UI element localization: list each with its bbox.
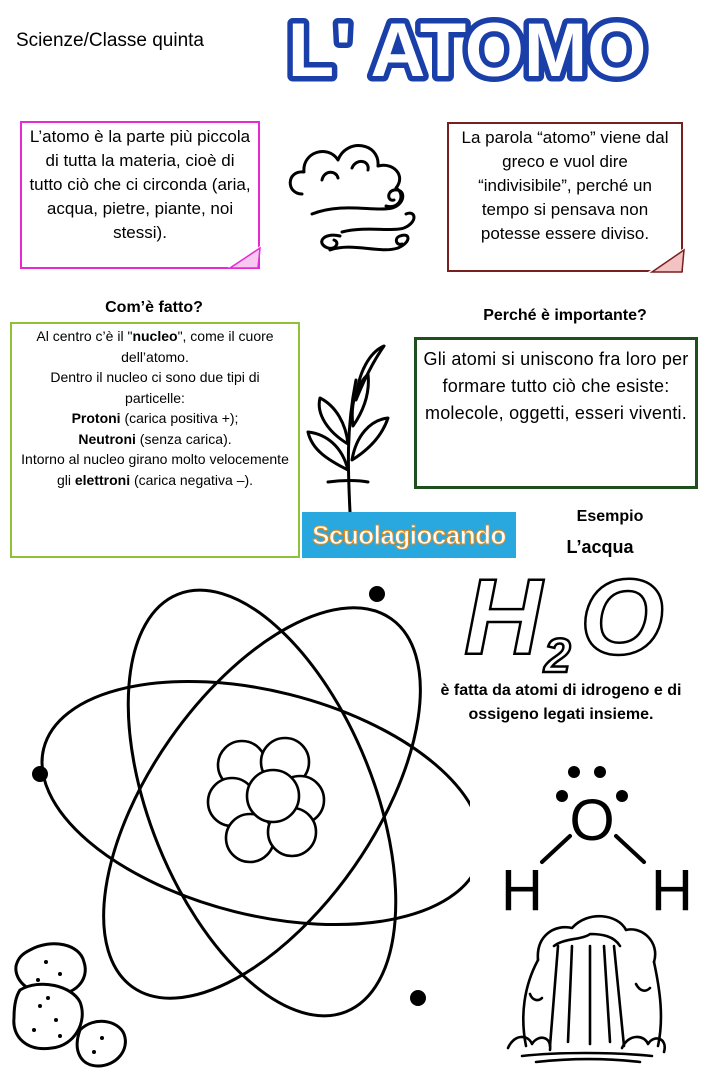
subject-label: Scienze/Classe quinta — [16, 30, 204, 51]
page-title — [262, 2, 672, 94]
definition-box — [20, 121, 260, 269]
page-title-text: L' ATOMO — [287, 8, 647, 93]
cloud-wind-icon — [282, 124, 432, 274]
electron — [369, 586, 385, 602]
formula-o: O — [580, 558, 665, 677]
structure-line-protons: Protoni (carica positiva +); — [71, 410, 239, 426]
stones-icon — [10, 940, 130, 1070]
definition-text: L’atomo è la parte più piccola di tutta la materia, cioè di tutto ciò che ci circonda (aria, acqua, pietre, piante, noi stessi). — [29, 127, 251, 242]
electron — [32, 766, 48, 782]
electron — [410, 990, 426, 1006]
plant-icon — [298, 340, 398, 512]
importance-box — [414, 337, 698, 489]
page-curl-icon — [648, 248, 686, 274]
structure-line-nucleus: Al centro c’è il "nucleo", come il cuore dell’atomo. — [36, 328, 274, 365]
structure-line-neutrons: Neutroni (senza carica). — [78, 430, 232, 447]
example-caption: è fatta da atomi di idrogeno e di ossigeno legati insieme. — [440, 682, 682, 723]
water-formula-icon — [460, 558, 680, 678]
structure-heading: Com’è fatto? — [105, 299, 203, 316]
structure-line-electrons: Intorno al nucleo girano molto velocemente gli elettroni (carica negativa –). — [21, 451, 289, 488]
importance-text: Gli atomi si uniscono fra loro per formare tutto ciò che esiste: molecole, oggetti, esseri viventi. — [423, 349, 689, 423]
nucleus — [208, 738, 324, 862]
structure-line-particles: Dentro il nucleo ci sono due tipi di particelle: — [50, 369, 260, 406]
example-subject: L’acqua — [566, 537, 634, 557]
page-curl-icon — [228, 246, 262, 270]
site-logo: Scuolagiocando — [312, 520, 506, 550]
lewis-hydrogen-left: H — [501, 858, 543, 923]
importance-heading: Perché è importante? — [483, 307, 647, 324]
example-heading: Esempio — [576, 508, 644, 525]
lewis-hydrogen-right: H — [651, 858, 693, 923]
waterfall-icon — [502, 906, 670, 1066]
formula-h: H — [464, 558, 542, 677]
lewis-oxygen: O — [569, 788, 615, 853]
etymology-text: La parola “atomo” viene dal greco e vuol dire “indivisibile”, perché un tempo si pensava non potesse essere diviso. — [461, 128, 669, 243]
structure-box — [10, 322, 300, 558]
formula-subscript: 2 — [544, 630, 571, 678]
water-molecule-icon — [492, 760, 702, 925]
